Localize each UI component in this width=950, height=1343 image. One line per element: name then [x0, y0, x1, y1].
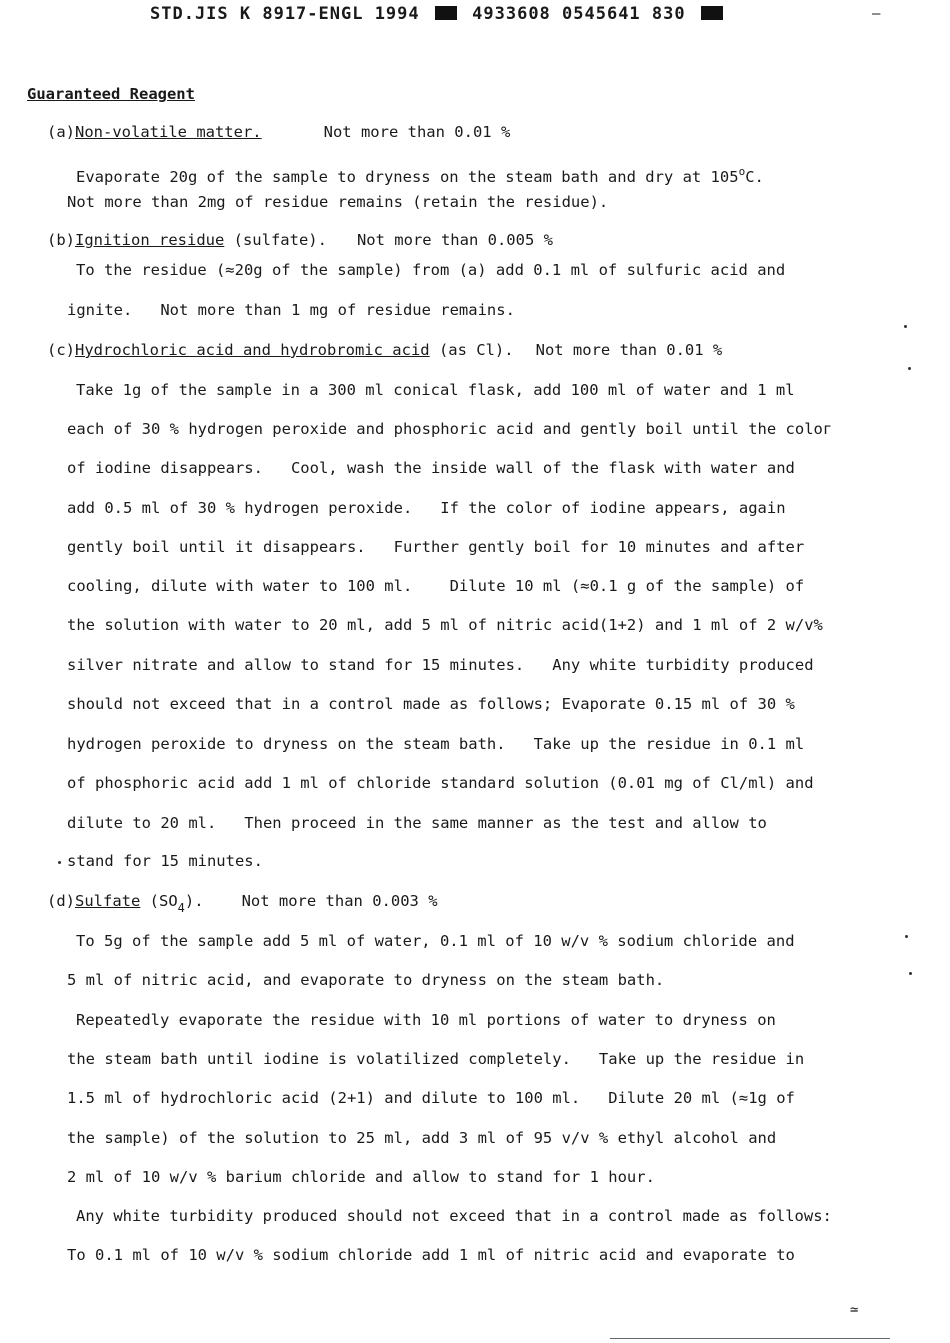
section-d-text-line: 1.5 ml of hydrochloric acid (2+1) and dilute to 100 ml. Dilute 20 ml (≈1g of [67, 1089, 795, 1107]
section-b-text-line: To the residue (≈20g of the sample) from (a) add 0.1 ml of sulfuric acid and [76, 261, 786, 279]
scan-speck [58, 861, 61, 864]
section-d-text-line: the steam bath until iodine is volatilized completely. Take up the residue in [67, 1050, 805, 1068]
section-c-text-line: of iodine disappears. Cool, wash the inside wall of the flask with water and [67, 459, 795, 477]
section-d-text-line: the sample) of the solution to 25 ml, add 3 ml of 95 v/v % ethyl alcohol and [67, 1129, 777, 1147]
section-c-text-line: Take 1g of the sample in a 300 ml conical flask, add 100 ml of water and 1 ml [76, 381, 795, 399]
section-heading: Guaranteed Reagent [27, 85, 195, 103]
section-c-text-line: should not exceed that in a control made as follows; Evaporate 0.15 ml of 30 % [67, 695, 795, 713]
section-c-limit: Not more than 0.01 % [535, 341, 723, 359]
section-b-text-line: ignite. Not more than 1 mg of residue remains. [67, 301, 515, 319]
scan-speck [904, 325, 907, 328]
section-d-text-line: Any white turbidity produced should not exceed that in a control made as follows: [76, 1207, 832, 1225]
section-a-title: Non-volatile matter. [75, 123, 262, 141]
section-d-text-line: Repeatedly evaporate the residue with 10 ml portions of water to dryness on [76, 1011, 776, 1029]
section-d-text-line: 5 ml of nitric acid, and evaporate to dryness on the steam bath. [67, 971, 665, 989]
section-c-text-line: add 0.5 ml of 30 % hydrogen peroxide. If the color of iodine appears, again [67, 499, 786, 517]
section-a-limit: Not more than 0.01 % [323, 123, 511, 141]
section-c-text-line: the solution with water to 20 ml, add 5 ml of nitric acid(1+2) and 1 ml of 2 w/v% [67, 616, 823, 634]
section-c-title-line: (c)Hydrochloric acid and hydrobromic acid (as Cl). Not more than 0.01 % [47, 341, 723, 359]
section-d-title-line: (d)Sulfate $(SO_4)$. Not more than 0.003 % [47, 892, 438, 915]
section-c-title: Hydrochloric acid and hydrobromic acid [75, 341, 430, 359]
section-b-marker: (b) [47, 231, 75, 249]
section-d-title: Sulfate [75, 892, 141, 910]
footer-rule [610, 1338, 890, 1339]
section-c-text-line: stand for 15 minutes. [67, 852, 263, 870]
scan-speck [908, 367, 911, 370]
section-b-limit: Not more than 0.005 % [356, 231, 553, 249]
scan-speck [909, 972, 912, 975]
section-b-title: Ignition residue [75, 231, 225, 249]
section-a-title-line [47, 122, 510, 142]
section-d-text-line: 2 ml of 10 w/v % barium chloride and allow to stand for 1 hour. [67, 1168, 655, 1186]
section-d-limit: Not more than 0.003 % [241, 892, 438, 910]
section-d-text-line: To 5g of the sample add 5 ml of water, 0.1 ml of 10 w/v % sodium chloride and [76, 932, 795, 950]
header-redaction-bar [701, 6, 723, 20]
scan-speck [905, 935, 908, 938]
section-b-title-line: (b)Ignition residue (sulfate). Not more than 0.005 % [47, 231, 553, 249]
header-standard-id: STD.JIS K 8917-ENGL 1994 [150, 4, 420, 24]
section-c-text-line: each of 30 % hydrogen peroxide and phosphoric acid and gently boil until the coloг [67, 420, 833, 438]
section-a-text-line: Not more than 2mg of residue remains (retain the residue). [67, 193, 609, 211]
section-c-text-line: of phosphoric acid add 1 ml of chloride standard solution (0.01 mg of Cl/ml) and [67, 774, 814, 792]
section-d-text-line: To 0.1 ml of 10 w/v % sodium chloride add 1 ml of nitric acid and evaporate to [67, 1246, 795, 1264]
section-d-marker: (d) [47, 892, 75, 910]
section-a-marker: (a) [47, 123, 75, 141]
section-c-marker: (c) [47, 341, 75, 359]
section-c-text-line: hydrogen peroxide to dryness on the steam bath. Take up the residue in 0.1 ml [67, 735, 805, 753]
section-c-text-line: gently boil until it disappears. Further gently boil for 10 minutes and after [67, 538, 805, 556]
section-c-text-line: dilute to 20 ml. Then proceed in the same manner as the test and allow to [67, 814, 767, 832]
footer-mark: ≃ [850, 1302, 859, 1318]
header-dash: – [872, 6, 881, 22]
document-header [150, 4, 727, 24]
section-c-text-line: silver nitrate and allow to stand for 15 minutes. Any white turbidity produced [67, 656, 814, 674]
header-redaction-bar [435, 6, 457, 20]
header-barcode-number: 4933608 0545641 830 [472, 4, 686, 24]
section-c-text-line: cooling, dilute with water to 100 ml. Dilute 10 ml (≈0.1 g of the sample) of [67, 577, 805, 595]
section-a-text-line: Evaporate 20g of the sample to dryness on the steam bath and dry at 105$^o$C. [76, 165, 764, 186]
